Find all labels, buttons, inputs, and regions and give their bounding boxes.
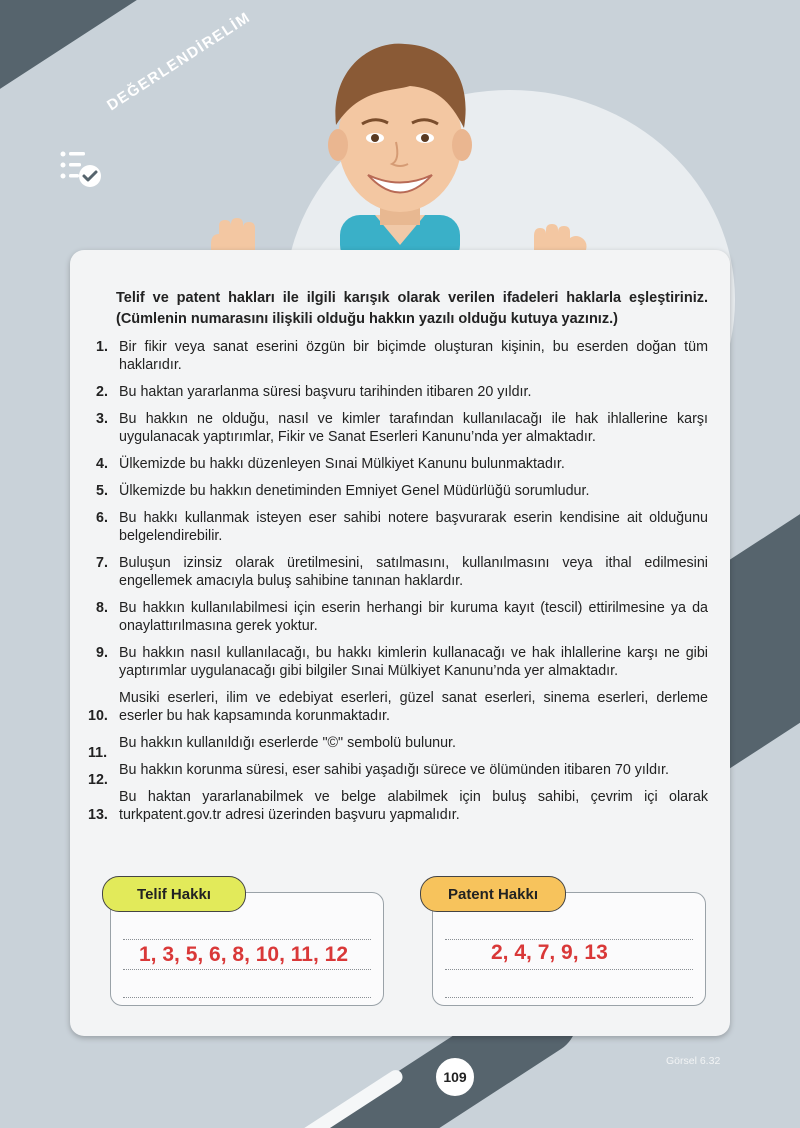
statement-item: 11. Bu hakkın kullanıldığı eserlerde "©" sembolü bulunur. [88, 735, 456, 761]
section-banner [0, 0, 245, 164]
section-label: DEĞERLENDİRELİM [104, 8, 254, 115]
statement-item: 5. Ülkemizde bu hakkın denetiminden Emniyet Genel Müdürlüğü sorumludur. [96, 483, 590, 499]
boy-illustration [300, 30, 500, 260]
statement-item: 8. Bu hakkın kullanılabilmesi için eserin herhangi bir kuruma kayıt (tescil) ettirilmesine ya da onaylattırılmasına gerek yoktur. [96, 600, 708, 634]
patent-label-tab: Patent Hakkı [420, 876, 566, 912]
page-number: 109 [434, 1056, 476, 1098]
statement-item: 1. Bir fikir veya sanat eserini özgün bir biçimde oluşturan kişinin, bu eserden doğan tüm haklarıdır. [96, 339, 708, 373]
statement-item: 4. Ülkemizde bu hakkı düzenleyen Sınai Mülkiyet Kanunu bulunmaktadır. [96, 456, 565, 472]
instruction-text: Telif ve patent hakları ile ilgili karışık olarak verilen ifadeleri haklarla eşleştiriniz. (Cümlenin numarasını ilişkili olduğu hakkın yazılı olduğu kutuya yazınız.) [116, 290, 708, 327]
statement-list [90, 338, 708, 824]
statement-item: 9. Bu hakkın nasıl kullanılacağı, bu hakkı kimlerin kullanacağı ve hak ihlallerine karşı ne gibi yaptırımlar uygulanacağı gibi bilgiler Sınai Mülkiyet Kanunu’nda yer almaktadır. [96, 645, 708, 679]
statement-item: 12. Bu hakkın korunma süresi, eser sahibi yaşadığı sürece ve ölümünden itibaren 70 yıldır. [88, 762, 669, 788]
checklist-icon [58, 148, 104, 190]
patent-answer: 2, 4, 7, 9, 13 [491, 941, 608, 964]
exercise-card [70, 250, 730, 1036]
telif-label-tab: Telif Hakkı [102, 876, 246, 912]
statement-item: 7. Buluşun izinsiz olarak üretilmesini, satılmasını, kullanılmasını veya ithal edilmesini engellemek amacıyla buluş sahibine tanınan haklardır. [96, 555, 708, 589]
statement-item: 3. Bu hakkın ne olduğu, nasıl ve kimler tarafından kullanılacağı ile hak ihlallerine karşı uygulanacak yaptırımlar, Fikir ve Sanat Eserleri Kanunu’nda yer almaktadır. [96, 411, 708, 445]
statement-item: 10. Musiki eserleri, ilim ve edebiyat eserleri, güzel sanat eserleri, sinema eserleri, derleme eserler bu hak kapsamında korunmaktadır. [88, 690, 708, 724]
statement-item: 2. Bu haktan yararlanma süresi başvuru tarihinden itibaren 20 yıldır. [96, 384, 532, 400]
telif-answer: 1, 3, 5, 6, 8, 10, 11, 12 [139, 943, 348, 966]
statement-item: 6. Bu hakkı kullanmak isteyen eser sahibi notere başvurarak eserin kendisine ait olduğunu belgelendirebilir. [96, 510, 708, 544]
statement-item: 13. Bu haktan yararlanabilmek ve belge alabilmek için buluş sahibi, çevrim içi olarak turkpatent.gov.tr adresi üzerinden başvuru yapmalıdır. [88, 789, 708, 823]
image-caption: Görsel 6.32 [666, 1055, 721, 1067]
